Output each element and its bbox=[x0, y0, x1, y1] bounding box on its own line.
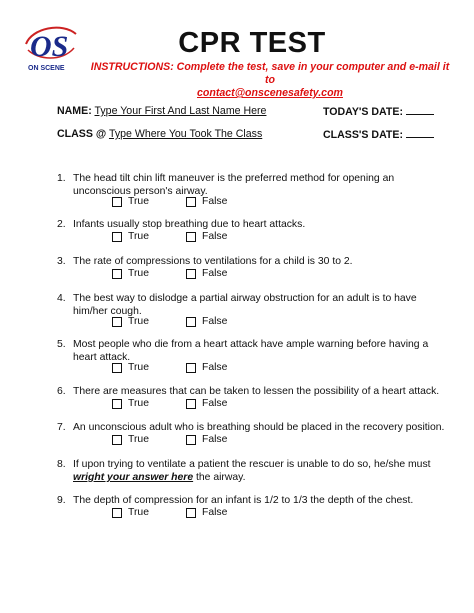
false-checkbox[interactable] bbox=[186, 232, 196, 242]
true-label: True bbox=[128, 362, 149, 373]
instructions-text: INSTRUCTIONS: Complete the test, save in your computer and e-mail it to bbox=[90, 61, 450, 86]
false-label: False bbox=[201, 434, 228, 445]
true-checkbox[interactable] bbox=[112, 197, 122, 207]
question-2 bbox=[57, 218, 447, 231]
true-checkbox[interactable] bbox=[112, 269, 122, 279]
todays-date-label: TODAY'S DATE: bbox=[322, 106, 403, 118]
question-number: 4. bbox=[57, 293, 66, 304]
question-text-after: the airway. bbox=[196, 472, 246, 483]
answer-options-9 bbox=[112, 507, 264, 518]
question-text: There are measures that can be taken to lessen the possibility of a heart attack. bbox=[73, 386, 440, 397]
false-checkbox[interactable] bbox=[186, 435, 196, 445]
question-number: 5. bbox=[57, 339, 66, 350]
false-checkbox[interactable] bbox=[186, 399, 196, 409]
contact-email-link[interactable]: contact@onscenesafety.com bbox=[197, 87, 343, 99]
answer-input[interactable]: wright your answer here bbox=[73, 472, 194, 483]
question-3 bbox=[57, 255, 447, 268]
answer-options-3 bbox=[112, 268, 264, 279]
question-number: 9. bbox=[57, 495, 66, 506]
todays-date-field[interactable] bbox=[406, 105, 434, 115]
true-checkbox[interactable] bbox=[112, 363, 122, 373]
true-label: True bbox=[128, 398, 149, 409]
answer-options-7 bbox=[112, 434, 264, 445]
name-row bbox=[57, 105, 434, 118]
question-number: 6. bbox=[57, 386, 66, 397]
question-number: 7. bbox=[57, 422, 66, 433]
question-number: 3. bbox=[57, 256, 66, 267]
true-label: True bbox=[128, 507, 149, 518]
logo-subtext: ON SCENE bbox=[28, 65, 65, 72]
logo-mark: OS bbox=[30, 30, 69, 63]
answer-options-5 bbox=[112, 362, 264, 373]
false-label: False bbox=[201, 231, 228, 242]
class-label: CLASS @ bbox=[57, 128, 107, 140]
false-checkbox[interactable] bbox=[186, 317, 196, 327]
instructions bbox=[90, 61, 450, 100]
false-label: False bbox=[201, 507, 228, 518]
question-1 bbox=[57, 172, 447, 198]
question-text: The rate of compressions to ventilations for a child is 30 to 2. bbox=[73, 256, 353, 267]
true-checkbox[interactable] bbox=[112, 435, 122, 445]
question-text-before: If upon trying to ventilate a patient the rescuer is unable to do so, he/she must bbox=[73, 459, 431, 470]
question-6 bbox=[57, 385, 447, 398]
true-checkbox[interactable] bbox=[112, 508, 122, 518]
true-label: True bbox=[128, 196, 149, 207]
question-number: 2. bbox=[57, 219, 66, 230]
true-label: True bbox=[128, 316, 149, 327]
false-checkbox[interactable] bbox=[186, 363, 196, 373]
question-5 bbox=[57, 338, 447, 364]
true-label: True bbox=[128, 268, 149, 279]
page-title: CPR TEST bbox=[178, 27, 326, 59]
true-checkbox[interactable] bbox=[112, 232, 122, 242]
false-label: False bbox=[201, 362, 228, 373]
question-text: The head tilt chin lift maneuver is the preferred method for opening an unconscious person's airway. bbox=[73, 173, 395, 197]
class-field[interactable]: Type Where You Took The Class bbox=[108, 128, 263, 140]
false-label: False bbox=[201, 268, 228, 279]
question-text: The depth of compression for an infant is 1/2 to 1/3 the depth of the chest. bbox=[73, 495, 414, 506]
class-date-field[interactable] bbox=[406, 128, 434, 138]
question-text: The best way to dislodge a partial airway obstruction for an adult is to have him/her cough. bbox=[73, 293, 417, 317]
question-number: 8. bbox=[57, 459, 66, 470]
false-checkbox[interactable] bbox=[186, 197, 196, 207]
false-label: False bbox=[201, 316, 228, 327]
true-label: True bbox=[128, 434, 149, 445]
true-label: True bbox=[128, 231, 149, 242]
false-checkbox[interactable] bbox=[186, 269, 196, 279]
class-row bbox=[57, 128, 434, 141]
false-label: False bbox=[201, 196, 228, 207]
false-label: False bbox=[201, 398, 228, 409]
question-9 bbox=[57, 494, 447, 507]
question-number: 1. bbox=[57, 173, 66, 184]
answer-options-1 bbox=[112, 196, 264, 207]
false-checkbox[interactable] bbox=[186, 508, 196, 518]
name-label: NAME: bbox=[57, 105, 92, 117]
question-text: Most people who die from a heart attack have ample warning before having a heart attack. bbox=[73, 339, 429, 363]
answer-options-4 bbox=[112, 316, 264, 327]
true-checkbox[interactable] bbox=[112, 399, 122, 409]
answer-options-2 bbox=[112, 231, 264, 242]
class-date-label: CLASS'S DATE: bbox=[322, 129, 403, 141]
answer-options-6 bbox=[112, 398, 264, 409]
question-text: An unconscious adult who is breathing should be placed in the recovery position. bbox=[73, 422, 445, 433]
name-field[interactable]: Type Your First And Last Name Here bbox=[94, 105, 267, 117]
true-checkbox[interactable] bbox=[112, 317, 122, 327]
question-7 bbox=[57, 421, 447, 434]
question-4 bbox=[57, 292, 447, 318]
question-text: Infants usually stop breathing due to heart attacks. bbox=[73, 219, 306, 230]
question-8 bbox=[57, 458, 447, 484]
